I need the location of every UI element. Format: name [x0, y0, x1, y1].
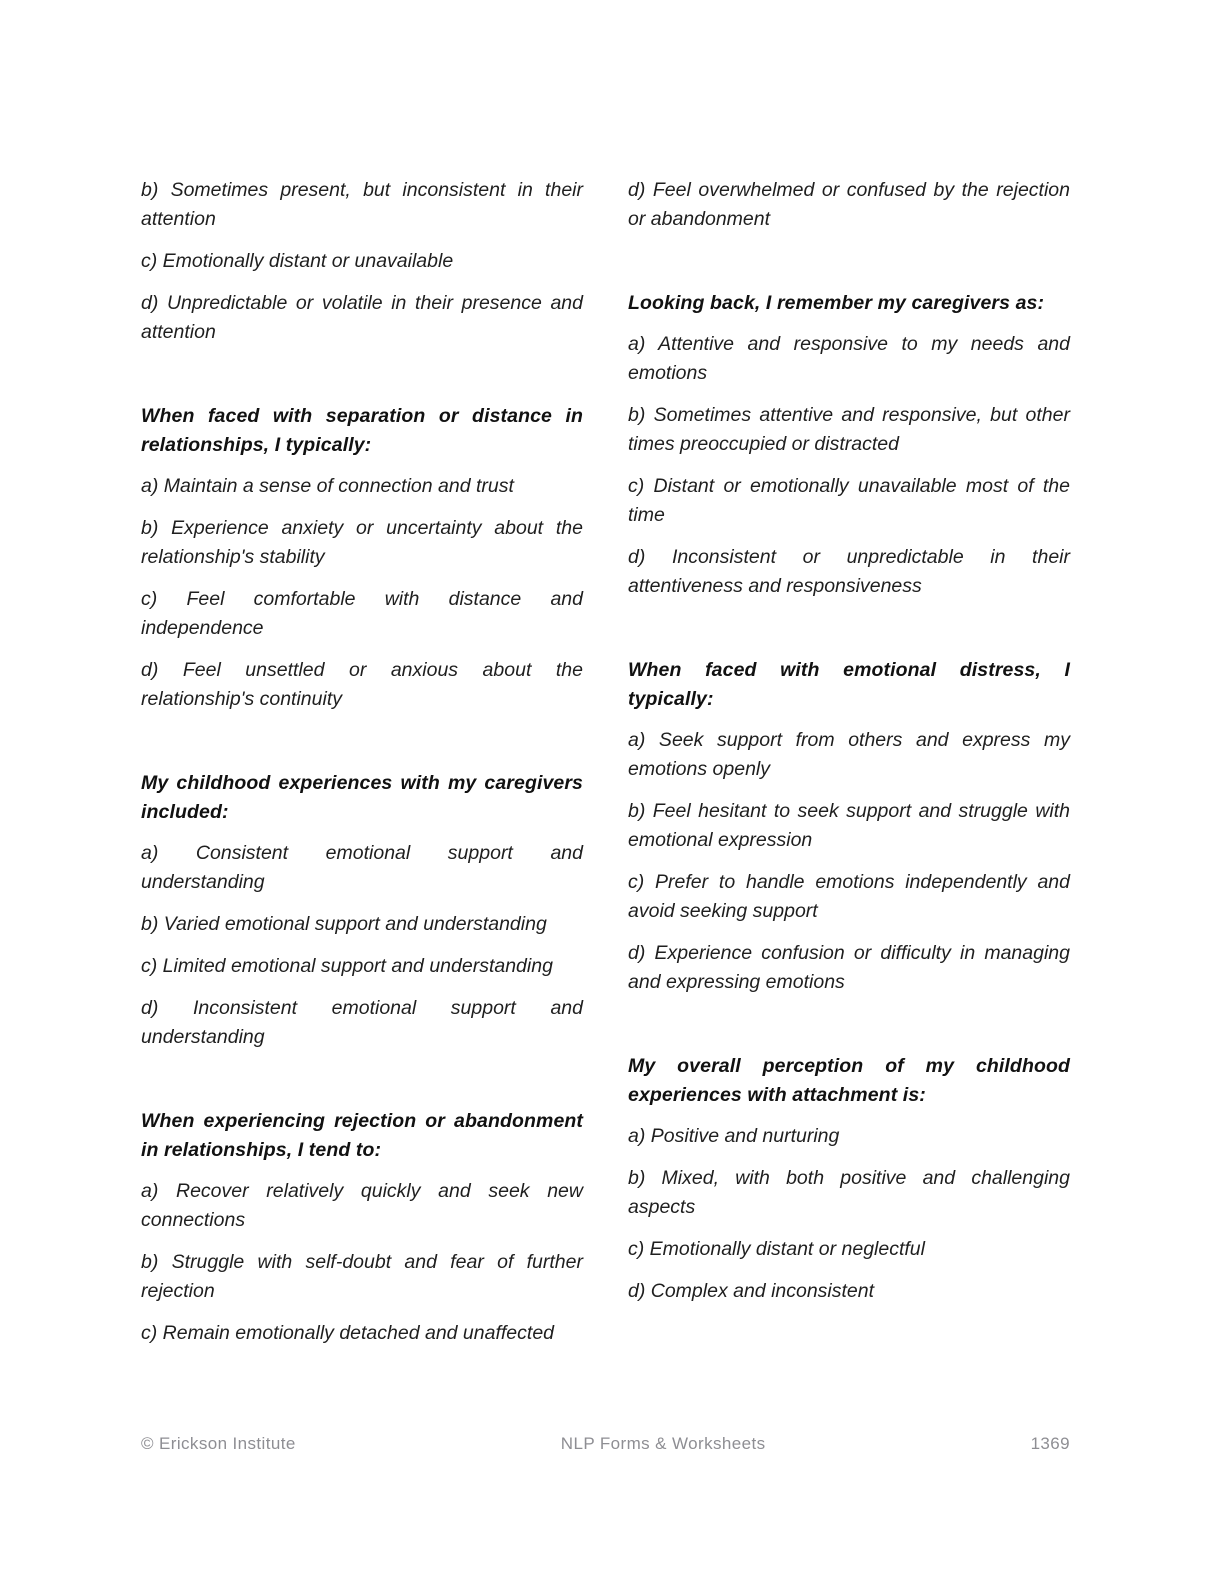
question-heading: Looking back, I remember my caregivers as: — [628, 292, 1045, 314]
option-item: d) Feel unsettled or anxious about the relationship's continuity — [141, 659, 583, 710]
footer-title: NLP Forms & Worksheets — [560, 1434, 766, 1453]
option-item: a) Attentive and responsive to my needs and emotions — [628, 333, 1070, 384]
question-heading: My overall perception of my childhood experiences with attachment is: — [628, 1055, 1070, 1106]
page-footer — [141, 1434, 1070, 1454]
footer-copyright: © Erickson Institute — [141, 1434, 296, 1453]
option-item: a) Seek support from others and express my emotions openly — [628, 729, 1070, 780]
option-item: b) Sometimes present, but inconsistent in their attention — [141, 179, 583, 230]
question-heading: My childhood experiences with my caregivers included: — [141, 772, 583, 823]
option-item: d) Inconsistent emotional support and understanding — [141, 997, 583, 1048]
option-item: b) Mixed, with both positive and challenging aspects — [628, 1167, 1070, 1218]
question-heading: When faced with separation or distance in relationships, I typically: — [141, 405, 583, 456]
option-item: a) Positive and nurturing — [628, 1125, 840, 1147]
option-item: c) Distant or emotionally unavailable most of the time — [628, 475, 1070, 526]
option-item: a) Consistent emotional support and understanding — [141, 842, 583, 893]
option-item: d) Feel overwhelmed or confused by the rejection or abandonment — [628, 179, 1070, 230]
page-content — [141, 176, 1070, 1348]
option-item: d) Complex and inconsistent — [628, 1280, 875, 1302]
option-item: b) Experience anxiety or uncertainty about the relationship's stability — [141, 517, 583, 568]
option-item: d) Unpredictable or volatile in their presence and attention — [141, 292, 583, 343]
option-item: a) Recover relatively quickly and seek new connections — [141, 1180, 583, 1231]
option-item: c) Feel comfortable with distance and independence — [141, 588, 583, 639]
two-column-layout — [141, 176, 1070, 1348]
option-item: b) Sometimes attentive and responsive, but other times preoccupied or distracted — [628, 404, 1070, 455]
option-item: c) Emotionally distant or unavailable — [141, 250, 454, 272]
option-item: b) Feel hesitant to seek support and struggle with emotional expression — [628, 800, 1070, 851]
question-heading: When experiencing rejection or abandonment in relationships, I tend to: — [141, 1110, 583, 1161]
option-item: b) Varied emotional support and understanding — [141, 913, 547, 935]
left-column — [141, 176, 583, 1348]
option-item: c) Prefer to handle emotions independently and avoid seeking support — [628, 871, 1070, 922]
right-column — [628, 176, 1070, 1306]
option-item: d) Experience confusion or difficulty in managing and expressing emotions — [628, 942, 1070, 993]
option-item: c) Emotionally distant or neglectful — [628, 1238, 925, 1260]
option-item: b) Struggle with self-doubt and fear of further rejection — [141, 1251, 583, 1302]
option-item: a) Maintain a sense of connection and trust — [141, 475, 514, 497]
question-heading: When faced with emotional distress, I typically: — [628, 659, 1070, 710]
option-item: c) Remain emotionally detached and unaffected — [141, 1322, 555, 1344]
footer-page-number: 1369 — [1030, 1434, 1070, 1453]
option-item: c) Limited emotional support and understanding — [141, 955, 553, 977]
option-item: d) Inconsistent or unpredictable in their attentiveness and responsiveness — [628, 546, 1070, 597]
